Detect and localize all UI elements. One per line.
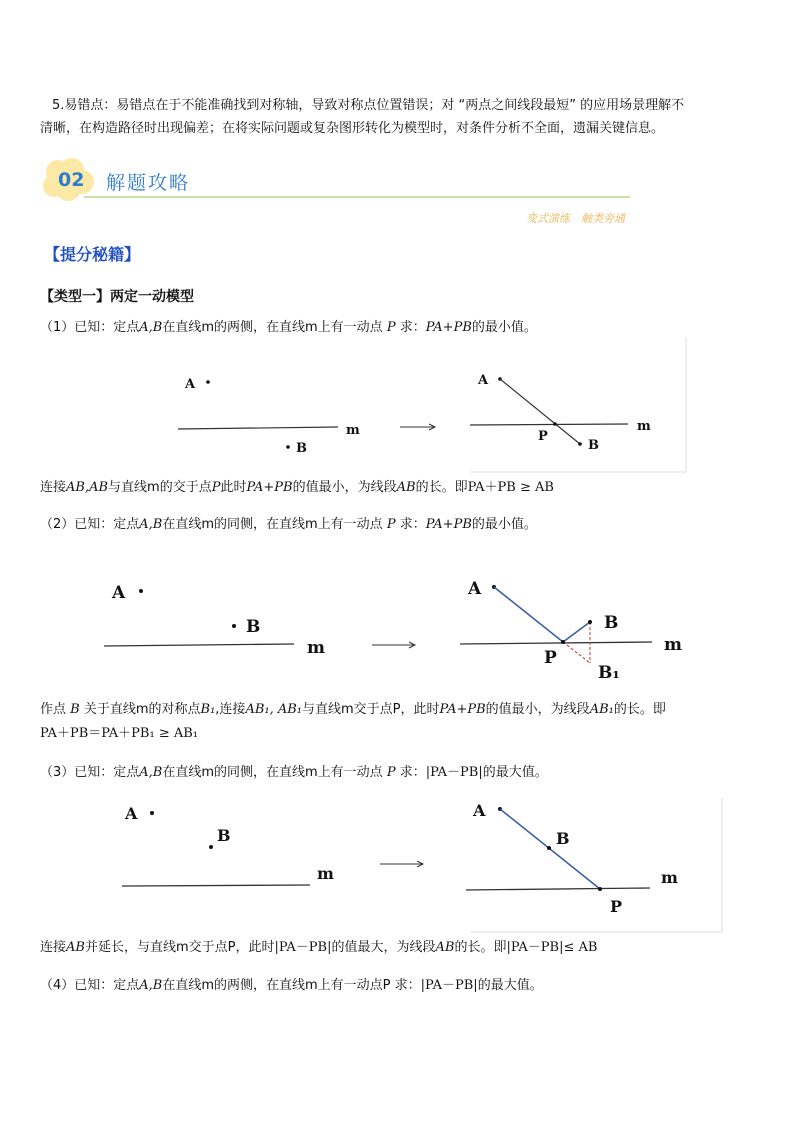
section-tagline: 变式演练 触类旁通: [526, 212, 625, 225]
fig3-left-point-b: [209, 845, 213, 849]
fig3-right-label-m: m: [661, 868, 678, 887]
fig2-right-label-m: m: [664, 635, 682, 655]
fig1-right-label-a: A: [478, 373, 489, 388]
fig2-left-point-a: [139, 589, 143, 593]
fig2-right-label-p: P: [544, 648, 557, 668]
fig2-left-point-b: [232, 624, 236, 628]
fig1-left-point-b: [286, 445, 290, 449]
question-1: （1）已知：定点A,B在直线m的两侧，在直线m上有一动点 P 求：PA+PB的最小值。: [40, 320, 537, 335]
figure-3: [0, 794, 794, 934]
intro-line-1: 5.易错点：易错点在于不能准确找到对称轴，导致对称点位置错误；对 “两点之间线段最短” 的应用场景理解不: [52, 98, 685, 113]
fig1-left-label-m: m: [346, 423, 360, 438]
fig2-left-line-m: [104, 644, 294, 646]
question-4: （4）已知：定点A,B在直线m的两侧，在直线m上有一动点P 求：|PA－PB|的最大值。: [40, 978, 543, 993]
fig3-right-label-p: P: [610, 897, 623, 916]
fig3-left-label-m: m: [317, 864, 334, 883]
fig2-left-label-b: B: [246, 617, 261, 637]
intro-line-2: 清晰，在构造路径时出现偏差；在将实际问题或复杂图形转化为模型时，对条件分析不全面，遗漏关键信息。: [40, 121, 665, 136]
answer-3: 连接AB并延长，与直线m交于点P，此时|PA－PB|的值最大，为线段AB的长。即|PA－PB|≤ AB: [40, 940, 598, 955]
fig2-left-label-a: A: [112, 583, 126, 603]
fig2-right-segment-pb: [563, 622, 590, 642]
intro-paragraph: [40, 94, 762, 140]
fig1-right-label-p: P: [538, 429, 548, 444]
section-number: 02: [58, 169, 85, 191]
fig3-left-label-b: B: [217, 826, 231, 845]
fig3-right-label-a: A: [473, 801, 486, 820]
type-title: 【类型一】两定一动模型: [40, 289, 194, 305]
figure-1: [0, 334, 794, 474]
fig1-left-label-a: A: [185, 377, 196, 392]
fig1-left-line-m: [178, 427, 338, 429]
answer-2: 作点 B 关于直线m的对称点B₁,连接AB₁, AB₁与直线m交于点P，此时PA+PB的值最小，为线段AB₁的长。即: [40, 702, 666, 717]
fig2-left-label-m: m: [307, 638, 325, 658]
question-2: （2）已知：定点A,B在直线m的同侧，在直线m上有一动点 P 求：PA+PB的最小值。: [40, 517, 537, 532]
fig3-right-label-b: B: [556, 829, 570, 848]
fig3-left-label-a: A: [125, 804, 138, 823]
fig2-right-line-m: [460, 642, 652, 644]
fig1-left-label-b: B: [296, 441, 307, 456]
fig1-right-label-m: m: [637, 419, 651, 434]
fig1-right-point-b: [578, 442, 582, 446]
section-divider: [84, 196, 630, 198]
section-title: 解题攻略: [106, 172, 191, 194]
fig3-right-point-p: [598, 887, 602, 891]
answer-2-line-2: PA＋PB＝PA＋PB₁ ≥ AB₁: [40, 726, 199, 741]
fig2-right-point-b: [588, 620, 592, 624]
fig2-right-label-b1: B₁: [598, 663, 620, 683]
fig3-left-point-a: [150, 811, 154, 815]
question-3: （3）已知：定点A,B在直线m的同侧，在直线m上有一动点 P 求：|PA－PB|的最大值。: [40, 765, 548, 780]
fig2-right-point-p: [561, 640, 565, 644]
fig2-right-segment-ap: [494, 587, 563, 642]
fig3-left-line-m: [122, 885, 310, 886]
fig3-right-line-m: [466, 888, 650, 890]
fig2-right-label-b: B: [604, 613, 619, 633]
tips-title: 【提分秘籍】: [44, 245, 141, 264]
answer-1: 连接AB,AB与直线m的交于点P此时PA+PB的值最小，为线段AB的长。即PA＋PB ≥ AB: [40, 480, 554, 495]
fig1-left-point-a: [206, 380, 210, 384]
fig1-right-label-b: B: [588, 438, 599, 453]
fig1-right-line-m: [470, 424, 628, 425]
fig2-right-label-a: A: [468, 579, 482, 599]
fig2-right-dash-pb1: [563, 642, 590, 663]
fig1-right-point-p: [553, 422, 557, 426]
figure-2: [0, 560, 794, 690]
fig3-right-point-b: [547, 846, 551, 850]
